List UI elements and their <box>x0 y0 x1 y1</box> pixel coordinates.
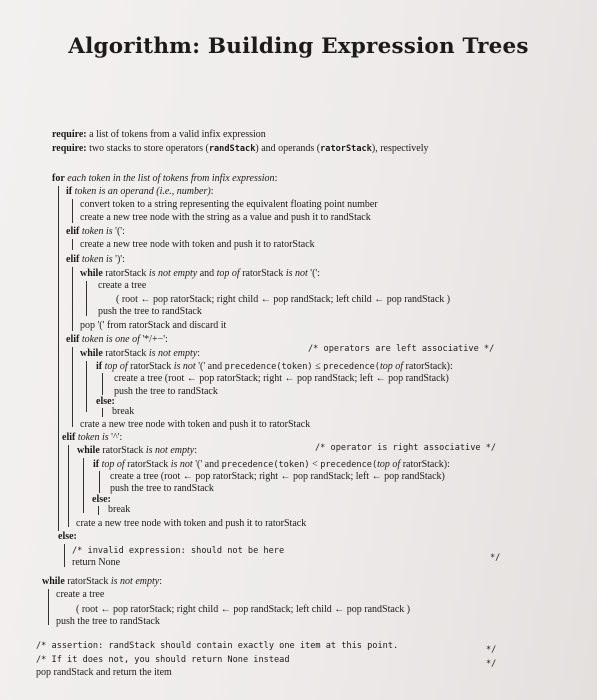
else-left-line: else: <box>96 396 115 407</box>
else-right-break: break <box>108 504 131 515</box>
if-operand-stmt-1: convert token to a string representing the equivalent floating point number <box>80 199 378 210</box>
else-right-bar <box>98 506 99 515</box>
while-final-line: while ratorStack is not empty: <box>42 576 162 587</box>
while1-tree-spec: ( root ← pop ratorStack; right child ← pop randStack; left child ← pop randStack ) <box>116 294 451 305</box>
while-not-paren-line: while ratorStack is not empty and top of ratorStack is not '(': <box>80 268 320 279</box>
after-right-stmt: crate a new tree node with token and push it to ratorStack <box>76 518 307 529</box>
if-right-create-tree: create a tree (root ← pop ratorStack; right ← pop randStack; left ← pop randStack) <box>110 471 445 482</box>
elif-close-paren-line: elif token is ')': <box>66 254 125 265</box>
while-left-bar <box>86 361 87 412</box>
for-block-bar <box>58 186 59 531</box>
while-right-bar <box>83 458 84 513</box>
if-right-precedence-line: if top of ratorStack is not '(' and precedence(token) < precedence(top of ratorStack): <box>93 459 450 470</box>
assertion-comment: /* assertion: randStack should contain exactly one item at this point. <box>36 641 399 651</box>
while-final-bar <box>48 589 49 625</box>
require-line-2: require: two stacks to store operators (randStack) and operands (ratorStack), respectively <box>52 143 429 154</box>
elif-operators-bar <box>72 347 73 427</box>
left-assoc-comment: /* operators are left associative */ <box>308 344 495 354</box>
while-right-line: while ratorStack is not empty: <box>77 445 197 456</box>
if-left-create-tree: create a tree (root ← pop ratorStack; right ← pop randStack; left ← pop randStack) <box>114 373 449 384</box>
else-left-bar <box>102 408 103 417</box>
elif-caret-bar <box>68 445 69 527</box>
elif-caret-line: elif token is '^': <box>62 432 123 443</box>
elif-operators-line: elif token is one of '*/+−': <box>66 334 168 345</box>
after-left-stmt: crate a new tree node with token and push it to ratorStack <box>80 419 311 430</box>
while1-create-tree: create a tree <box>98 280 147 291</box>
pop-paren-stmt: pop '(' from ratorStack and discard it <box>80 320 227 331</box>
if-operand-bar <box>72 199 73 223</box>
final-return-stmt: pop randStack and return the item <box>36 667 172 678</box>
while-final-push-tree: push the tree to randStack <box>56 616 160 627</box>
assertion-comment-end: */ <box>486 645 497 655</box>
else-right-line: else: <box>92 494 111 505</box>
else-invalid-line: else: <box>58 531 77 542</box>
while-final-create-tree: create a tree <box>56 589 105 600</box>
if-right-push-tree: push the tree to randStack <box>110 483 214 494</box>
page-title: Algorithm: Building Expression Trees <box>68 34 529 59</box>
invalid-comment-end: */ <box>490 553 501 563</box>
if-left-push-tree: push the tree to randStack <box>114 386 218 397</box>
while-final-tree-spec: ( root ← pop ratorStack; right child ← pop randStack; left child ← pop randStack ) <box>76 604 411 615</box>
if-left-bar <box>102 373 103 395</box>
return-none-comment-end: */ <box>486 659 497 669</box>
else-invalid-bar <box>64 544 65 567</box>
return-none-stmt: return None <box>72 557 121 568</box>
while-left-line: while ratorStack is not empty: <box>80 348 200 359</box>
require-line-1: require: a list of tokens from a valid infix expression <box>52 129 266 140</box>
if-left-precedence-line: if top of ratorStack is not '(' and precedence(token) ≤ precedence(top of ratorStack): <box>96 361 453 372</box>
right-assoc-comment: /* operator is right associative */ <box>315 443 497 453</box>
while-not-paren-bar <box>86 281 87 316</box>
while1-push-tree: push the tree to randStack <box>98 306 202 317</box>
else-left-break: break <box>112 406 135 417</box>
elif-open-paren-bar <box>72 239 73 250</box>
elif-open-paren-line: elif token is '(': <box>66 226 125 237</box>
return-none-comment: /* If it does not, you should return None instead <box>36 655 290 665</box>
for-line: for each token in the list of tokens from infix expression: <box>52 173 278 184</box>
elif-close-paren-bar <box>72 267 73 331</box>
if-right-bar <box>99 471 100 493</box>
invalid-expression-comment: /* invalid expression: should not be here <box>72 546 285 556</box>
if-operand-line: if token is an operand (i.e., number): <box>66 186 214 197</box>
elif-open-paren-stmt: create a new tree node with token and push it to ratorStack <box>80 239 315 250</box>
if-operand-stmt-2: create a new tree node with the string as a value and push it to randStack <box>80 212 371 223</box>
